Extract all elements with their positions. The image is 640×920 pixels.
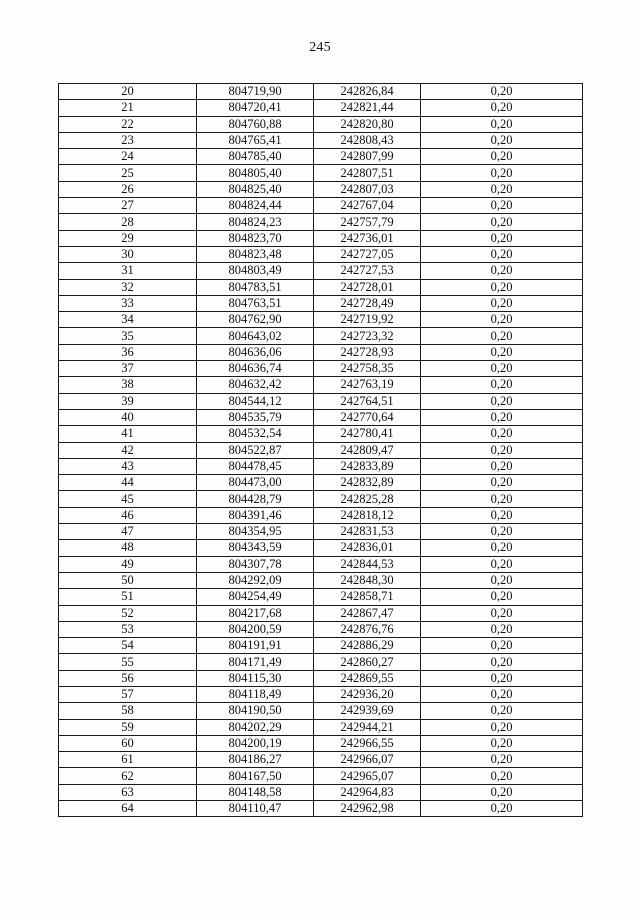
y-coordinate-cell: 242966,07 — [314, 752, 421, 768]
point-number-cell: 60 — [59, 735, 197, 751]
point-number-cell: 56 — [59, 670, 197, 686]
y-coordinate-cell: 242770,64 — [314, 409, 421, 425]
table-row — [59, 295, 583, 311]
x-coordinate-cell: 804186,27 — [197, 752, 314, 768]
tolerance-cell: 0,20 — [421, 735, 583, 751]
y-coordinate-cell: 242936,20 — [314, 686, 421, 702]
y-coordinate-cell: 242820,80 — [314, 116, 421, 132]
table-row — [59, 670, 583, 686]
x-coordinate-cell: 804783,51 — [197, 279, 314, 295]
x-coordinate-cell: 804473,00 — [197, 475, 314, 491]
table-row — [59, 442, 583, 458]
point-number-cell: 21 — [59, 100, 197, 116]
table-row — [59, 768, 583, 784]
point-number-cell: 58 — [59, 703, 197, 719]
x-coordinate-cell: 804191,91 — [197, 638, 314, 654]
y-coordinate-cell: 242818,12 — [314, 507, 421, 523]
table-row — [59, 361, 583, 377]
point-number-cell: 27 — [59, 198, 197, 214]
x-coordinate-cell: 804200,19 — [197, 735, 314, 751]
y-coordinate-cell: 242757,79 — [314, 214, 421, 230]
tolerance-cell: 0,20 — [421, 605, 583, 621]
x-coordinate-cell: 804200,59 — [197, 621, 314, 637]
x-coordinate-cell: 804762,90 — [197, 312, 314, 328]
x-coordinate-cell: 804254,49 — [197, 589, 314, 605]
tolerance-cell: 0,20 — [421, 507, 583, 523]
table-row — [59, 279, 583, 295]
point-number-cell: 42 — [59, 442, 197, 458]
point-number-cell: 48 — [59, 540, 197, 556]
table-row — [59, 165, 583, 181]
tolerance-cell: 0,20 — [421, 361, 583, 377]
point-number-cell: 32 — [59, 279, 197, 295]
table-row — [59, 230, 583, 246]
table-row — [59, 181, 583, 197]
tolerance-cell: 0,20 — [421, 686, 583, 702]
tolerance-cell: 0,20 — [421, 84, 583, 100]
tolerance-cell: 0,20 — [421, 295, 583, 311]
tolerance-cell: 0,20 — [421, 572, 583, 588]
table-row — [59, 752, 583, 768]
y-coordinate-cell: 242826,84 — [314, 84, 421, 100]
table-row — [59, 328, 583, 344]
point-number-cell: 47 — [59, 524, 197, 540]
tolerance-cell: 0,20 — [421, 116, 583, 132]
tolerance-cell: 0,20 — [421, 132, 583, 148]
table-row — [59, 312, 583, 328]
x-coordinate-cell: 804118,49 — [197, 686, 314, 702]
x-coordinate-cell: 804636,74 — [197, 361, 314, 377]
tolerance-cell: 0,20 — [421, 621, 583, 637]
x-coordinate-cell: 804785,40 — [197, 149, 314, 165]
y-coordinate-cell: 242727,05 — [314, 246, 421, 262]
table-row — [59, 409, 583, 425]
y-coordinate-cell: 242809,47 — [314, 442, 421, 458]
tolerance-cell: 0,20 — [421, 442, 583, 458]
y-coordinate-cell: 242833,89 — [314, 458, 421, 474]
tolerance-cell: 0,20 — [421, 328, 583, 344]
y-coordinate-cell: 242867,47 — [314, 605, 421, 621]
table-row — [59, 132, 583, 148]
table-row — [59, 572, 583, 588]
point-number-cell: 49 — [59, 556, 197, 572]
tolerance-cell: 0,20 — [421, 458, 583, 474]
tolerance-cell: 0,20 — [421, 279, 583, 295]
point-number-cell: 51 — [59, 589, 197, 605]
point-number-cell: 44 — [59, 475, 197, 491]
table-row — [59, 654, 583, 670]
table-row — [59, 458, 583, 474]
x-coordinate-cell: 804190,50 — [197, 703, 314, 719]
x-coordinate-cell: 804720,41 — [197, 100, 314, 116]
table-row — [59, 149, 583, 165]
point-number-cell: 54 — [59, 638, 197, 654]
table-row — [59, 491, 583, 507]
table-row — [59, 589, 583, 605]
tolerance-cell: 0,20 — [421, 377, 583, 393]
x-coordinate-cell: 804544,12 — [197, 393, 314, 409]
tolerance-cell: 0,20 — [421, 703, 583, 719]
table-row — [59, 344, 583, 360]
x-coordinate-cell: 804522,87 — [197, 442, 314, 458]
y-coordinate-cell: 242886,29 — [314, 638, 421, 654]
tolerance-cell: 0,20 — [421, 246, 583, 262]
tolerance-cell: 0,20 — [421, 165, 583, 181]
y-coordinate-cell: 242767,04 — [314, 198, 421, 214]
x-coordinate-cell: 804478,45 — [197, 458, 314, 474]
x-coordinate-cell: 804428,79 — [197, 491, 314, 507]
y-coordinate-cell: 242727,53 — [314, 263, 421, 279]
table-row — [59, 735, 583, 751]
tolerance-cell: 0,20 — [421, 230, 583, 246]
table-row — [59, 638, 583, 654]
tolerance-cell: 0,20 — [421, 801, 583, 817]
table-row — [59, 246, 583, 262]
y-coordinate-cell: 242962,98 — [314, 801, 421, 817]
table-row — [59, 393, 583, 409]
x-coordinate-cell: 804115,30 — [197, 670, 314, 686]
tolerance-cell: 0,20 — [421, 638, 583, 654]
y-coordinate-cell: 242807,99 — [314, 149, 421, 165]
point-number-cell: 57 — [59, 686, 197, 702]
tolerance-cell: 0,20 — [421, 100, 583, 116]
y-coordinate-cell: 242848,30 — [314, 572, 421, 588]
point-number-cell: 50 — [59, 572, 197, 588]
x-coordinate-cell: 804803,49 — [197, 263, 314, 279]
table-row — [59, 524, 583, 540]
y-coordinate-cell: 242860,27 — [314, 654, 421, 670]
y-coordinate-cell: 242807,51 — [314, 165, 421, 181]
x-coordinate-cell: 804535,79 — [197, 409, 314, 425]
y-coordinate-cell: 242966,55 — [314, 735, 421, 751]
table-row — [59, 719, 583, 735]
tolerance-cell: 0,20 — [421, 556, 583, 572]
tolerance-cell: 0,20 — [421, 214, 583, 230]
point-number-cell: 37 — [59, 361, 197, 377]
table-row — [59, 801, 583, 817]
tolerance-cell: 0,20 — [421, 149, 583, 165]
tolerance-cell: 0,20 — [421, 524, 583, 540]
tolerance-cell: 0,20 — [421, 752, 583, 768]
tolerance-cell: 0,20 — [421, 426, 583, 442]
x-coordinate-cell: 804171,49 — [197, 654, 314, 670]
y-coordinate-cell: 242758,35 — [314, 361, 421, 377]
point-number-cell: 26 — [59, 181, 197, 197]
y-coordinate-cell: 242858,71 — [314, 589, 421, 605]
point-number-cell: 39 — [59, 393, 197, 409]
x-coordinate-cell: 804202,29 — [197, 719, 314, 735]
y-coordinate-cell: 242723,32 — [314, 328, 421, 344]
table-row — [59, 426, 583, 442]
point-number-cell: 61 — [59, 752, 197, 768]
y-coordinate-cell: 242763,19 — [314, 377, 421, 393]
table-row — [59, 540, 583, 556]
x-coordinate-cell: 804823,48 — [197, 246, 314, 262]
point-number-cell: 64 — [59, 801, 197, 817]
table-row — [59, 507, 583, 523]
point-number-cell: 20 — [59, 84, 197, 100]
tolerance-cell: 0,20 — [421, 654, 583, 670]
x-coordinate-cell: 804167,50 — [197, 768, 314, 784]
point-number-cell: 31 — [59, 263, 197, 279]
point-number-cell: 40 — [59, 409, 197, 425]
x-coordinate-cell: 804148,58 — [197, 784, 314, 800]
x-coordinate-cell: 804765,41 — [197, 132, 314, 148]
tolerance-cell: 0,20 — [421, 181, 583, 197]
tolerance-cell: 0,20 — [421, 263, 583, 279]
y-coordinate-cell: 242764,51 — [314, 393, 421, 409]
y-coordinate-cell: 242831,53 — [314, 524, 421, 540]
x-coordinate-cell: 804636,06 — [197, 344, 314, 360]
point-number-cell: 28 — [59, 214, 197, 230]
table-row — [59, 556, 583, 572]
coordinates-table — [58, 83, 583, 817]
table-row — [59, 84, 583, 100]
point-number-cell: 43 — [59, 458, 197, 474]
x-coordinate-cell: 804824,44 — [197, 198, 314, 214]
x-coordinate-cell: 804110,47 — [197, 801, 314, 817]
x-coordinate-cell: 804307,78 — [197, 556, 314, 572]
point-number-cell: 22 — [59, 116, 197, 132]
point-number-cell: 55 — [59, 654, 197, 670]
point-number-cell: 41 — [59, 426, 197, 442]
table-row — [59, 263, 583, 279]
x-coordinate-cell: 804532,54 — [197, 426, 314, 442]
x-coordinate-cell: 804632,42 — [197, 377, 314, 393]
y-coordinate-cell: 242844,53 — [314, 556, 421, 572]
point-number-cell: 63 — [59, 784, 197, 800]
x-coordinate-cell: 804217,68 — [197, 605, 314, 621]
table-row — [59, 475, 583, 491]
x-coordinate-cell: 804354,95 — [197, 524, 314, 540]
tolerance-cell: 0,20 — [421, 344, 583, 360]
y-coordinate-cell: 242719,92 — [314, 312, 421, 328]
x-coordinate-cell: 804824,23 — [197, 214, 314, 230]
y-coordinate-cell: 242965,07 — [314, 768, 421, 784]
point-number-cell: 35 — [59, 328, 197, 344]
tolerance-cell: 0,20 — [421, 784, 583, 800]
x-coordinate-cell: 804805,40 — [197, 165, 314, 181]
y-coordinate-cell: 242736,01 — [314, 230, 421, 246]
x-coordinate-cell: 804823,70 — [197, 230, 314, 246]
x-coordinate-cell: 804391,46 — [197, 507, 314, 523]
y-coordinate-cell: 242821,44 — [314, 100, 421, 116]
coordinates-table-body — [59, 84, 583, 817]
point-number-cell: 34 — [59, 312, 197, 328]
tolerance-cell: 0,20 — [421, 393, 583, 409]
y-coordinate-cell: 242728,93 — [314, 344, 421, 360]
y-coordinate-cell: 242780,41 — [314, 426, 421, 442]
tolerance-cell: 0,20 — [421, 491, 583, 507]
point-number-cell: 25 — [59, 165, 197, 181]
x-coordinate-cell: 804825,40 — [197, 181, 314, 197]
point-number-cell: 24 — [59, 149, 197, 165]
x-coordinate-cell: 804763,51 — [197, 295, 314, 311]
point-number-cell: 45 — [59, 491, 197, 507]
point-number-cell: 33 — [59, 295, 197, 311]
table-row — [59, 784, 583, 800]
table-row — [59, 377, 583, 393]
table-row — [59, 621, 583, 637]
point-number-cell: 62 — [59, 768, 197, 784]
x-coordinate-cell: 804343,59 — [197, 540, 314, 556]
y-coordinate-cell: 242807,03 — [314, 181, 421, 197]
table-row — [59, 703, 583, 719]
point-number-cell: 30 — [59, 246, 197, 262]
tolerance-cell: 0,20 — [421, 719, 583, 735]
point-number-cell: 38 — [59, 377, 197, 393]
point-number-cell: 46 — [59, 507, 197, 523]
y-coordinate-cell: 242939,69 — [314, 703, 421, 719]
y-coordinate-cell: 242728,01 — [314, 279, 421, 295]
y-coordinate-cell: 242876,76 — [314, 621, 421, 637]
tolerance-cell: 0,20 — [421, 312, 583, 328]
y-coordinate-cell: 242964,83 — [314, 784, 421, 800]
tolerance-cell: 0,20 — [421, 198, 583, 214]
table-row — [59, 686, 583, 702]
y-coordinate-cell: 242825,28 — [314, 491, 421, 507]
tolerance-cell: 0,20 — [421, 475, 583, 491]
table-row — [59, 214, 583, 230]
x-coordinate-cell: 804643,02 — [197, 328, 314, 344]
y-coordinate-cell: 242869,55 — [314, 670, 421, 686]
table-row — [59, 198, 583, 214]
point-number-cell: 23 — [59, 132, 197, 148]
table-row — [59, 116, 583, 132]
page-number: 245 — [309, 40, 331, 55]
y-coordinate-cell: 242808,43 — [314, 132, 421, 148]
point-number-cell: 59 — [59, 719, 197, 735]
x-coordinate-cell: 804760,88 — [197, 116, 314, 132]
y-coordinate-cell: 242944,21 — [314, 719, 421, 735]
table-row — [59, 605, 583, 621]
y-coordinate-cell: 242832,89 — [314, 475, 421, 491]
tolerance-cell: 0,20 — [421, 409, 583, 425]
tolerance-cell: 0,20 — [421, 768, 583, 784]
point-number-cell: 52 — [59, 605, 197, 621]
y-coordinate-cell: 242836,01 — [314, 540, 421, 556]
x-coordinate-cell: 804292,09 — [197, 572, 314, 588]
point-number-cell: 29 — [59, 230, 197, 246]
table-row — [59, 100, 583, 116]
tolerance-cell: 0,20 — [421, 589, 583, 605]
x-coordinate-cell: 804719,90 — [197, 84, 314, 100]
tolerance-cell: 0,20 — [421, 670, 583, 686]
point-number-cell: 36 — [59, 344, 197, 360]
tolerance-cell: 0,20 — [421, 540, 583, 556]
point-number-cell: 53 — [59, 621, 197, 637]
y-coordinate-cell: 242728,49 — [314, 295, 421, 311]
